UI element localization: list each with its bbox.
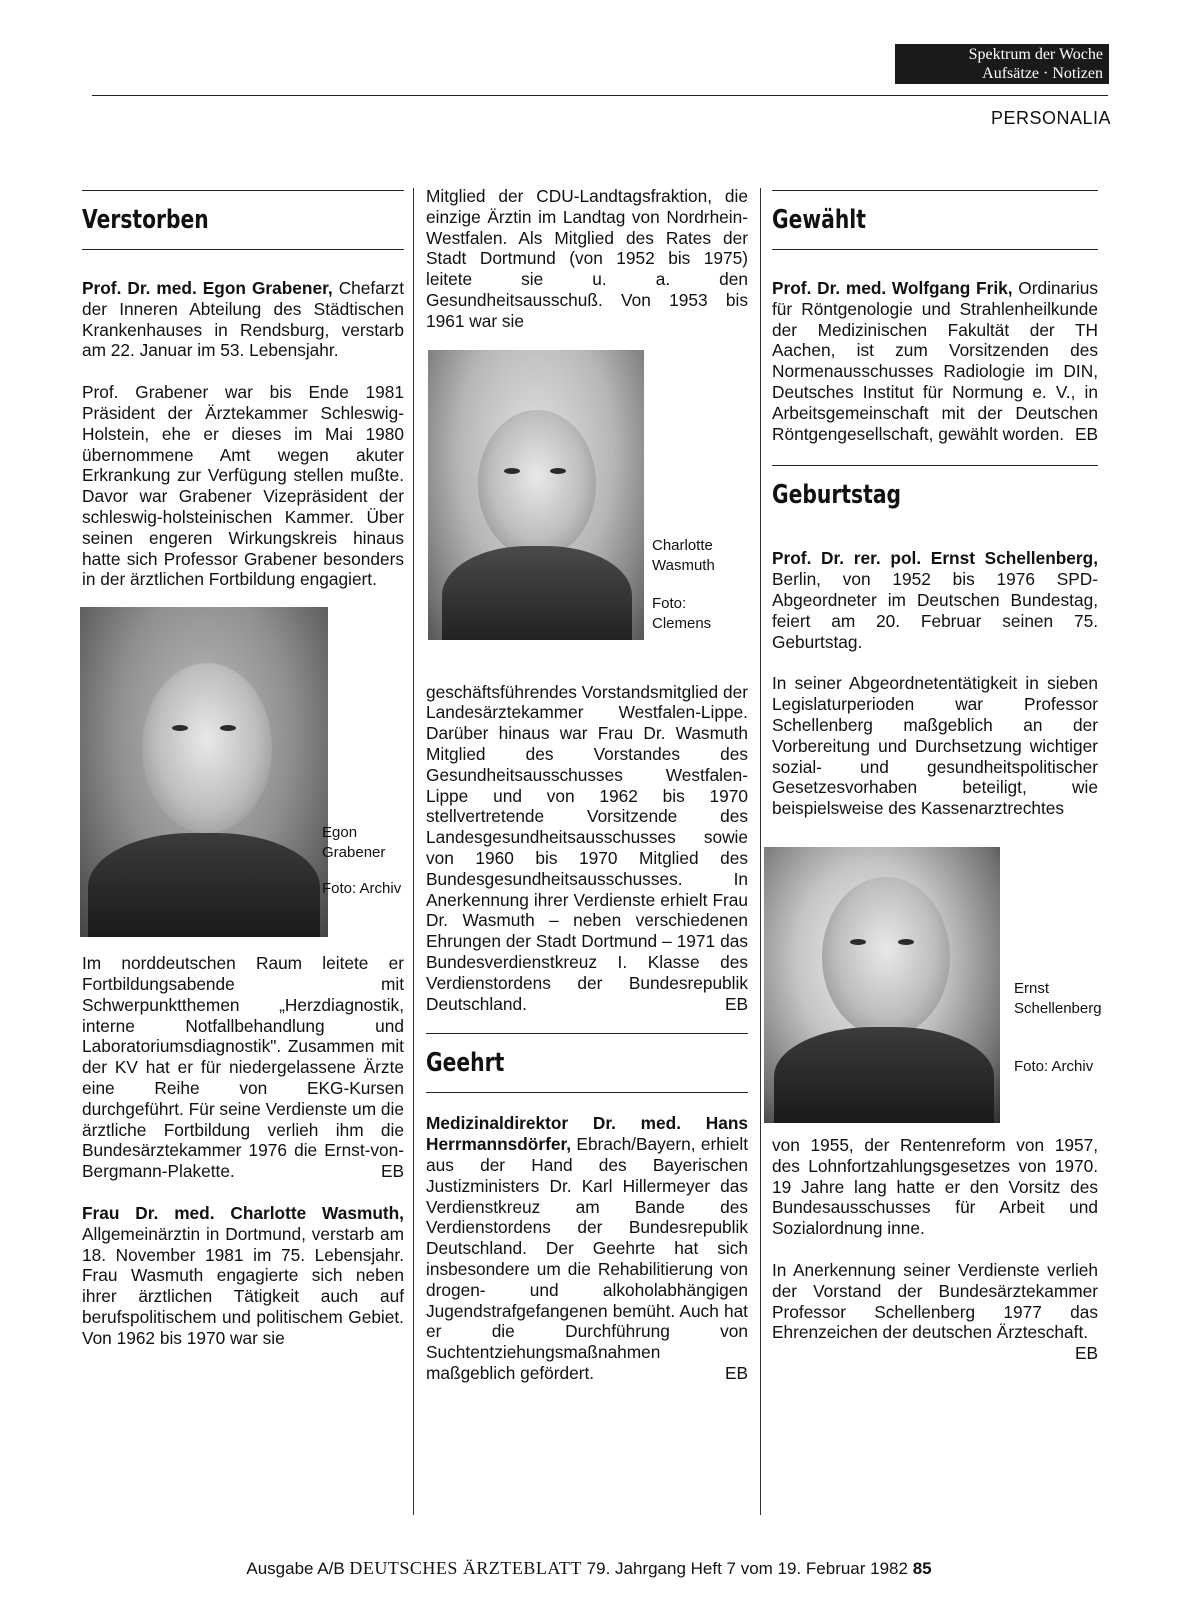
person-name: Prof. Dr. med. Egon Grabener, (82, 278, 333, 298)
heading-rule (82, 190, 404, 191)
author-sign: EB (724, 1362, 748, 1383)
author-sign: EB (380, 1161, 404, 1182)
heading-geburtstag: Geburtstag (772, 480, 902, 511)
author-sign: EB (1074, 423, 1098, 444)
photo-caption-name: Ernst Schellenberg (1014, 979, 1102, 1017)
portrait-photo-wasmuth (428, 350, 644, 640)
photo-block (82, 607, 404, 943)
paragraph (772, 278, 1098, 444)
badge-line-2: Aufsätze · Notizen (982, 65, 1103, 82)
column-2 (426, 186, 748, 1384)
paragraph-text: In Anerkennung seiner Verdienste verlieh der Vorstand der Bundesärztekammer Professor Schellenberg 1977 das Ehrenzeichen der deutschen Ärzteschaft. (772, 1259, 1098, 1343)
portrait-photo-grabener (80, 607, 328, 937)
page-footer (0, 1558, 1178, 1579)
heading-gewaehlt: Gewählt (772, 205, 866, 235)
paragraph: In seiner Abgeordnetentätigkeit in sieben Legislaturperioden war Professor Schellenberg maßgeblich an der Vorbereitung und Durchsetzung wichtiger sozial- und gesundheitspolitischer Gesetzesvorhaben beteiligt, wie beispielsweise des Kassenarztrechtes (772, 673, 1098, 819)
heading-rule (772, 190, 1098, 191)
heading-rule (82, 249, 404, 250)
paragraph-text: Allgemeinärztin in Dortmund, verstarb am 18. November 1981 im 75. Lebensjahr. Frau Wasmuth engagierte sich neben ihrer ärztlichen Tätigkeit auch auf berufspolitischem und politischem Gebiet. Von 1962 bis 1970 war sie (82, 1223, 404, 1348)
photo-caption-credit: Foto: Clemens (652, 594, 712, 632)
footer-edition: Ausgabe A/B (246, 1559, 345, 1578)
heading-geehrt: Geehrt (426, 1048, 505, 1079)
paragraph: Mitglied der CDU-Landtagsfraktion, die einzige Ärztin im Landtag von Nordrhein-Westfalen. Als Mitglied des Rates der Stadt Dortmund (von 1952 bis 1975) leitete sie u. a. den Gesundheitsausschuß. Von 1953 bis 1961 war sie (426, 186, 748, 331)
paragraph-text: Berlin, von 1952 bis 1976 SPD-Abgeordneter im Deutschen Bundestag, feiert am 20. Februar seinen 75. Geburtstag. (772, 569, 1098, 652)
paragraph-text: Chefarzt der Inneren Abteilung des Städtischen Krankenhauses in Rendsburg, verstarb am 22. Januar im 53. Lebensjahr. (82, 278, 404, 361)
person-name: Medizinaldirektor Dr. med. Hans Herrmannsdörfer, (426, 1113, 748, 1155)
author-sign: EB (724, 993, 748, 1014)
column-3 (772, 190, 1102, 1364)
paragraph (426, 682, 748, 1015)
heading-rule (772, 249, 1098, 250)
paragraph (82, 953, 404, 1182)
portrait-photo-schellenberg (764, 847, 1000, 1123)
photo-caption-name: Egon Grabener (322, 824, 386, 862)
author-sign: EB (1074, 1343, 1098, 1364)
paragraph-text: geschäftsführendes Vorstandsmitglied der Landesärztekammer Westfalen-Lippe. Darüber hinaus war Frau Dr. Wasmuth Mitglied des Vorstandes des Gesundheitsausschusses Westfalen-Lippe und von 1962 bis 1970 stellvertretende Vorsitzende des Landesgesundheitsausschusses sowie von 1960 bis 1970 Mitglied des Bundesgesundheitsausschusses. In Anerkennung ihrer Verdienste erhielt Frau Dr. Wasmuth – neben verschiedenen Ehrungen der Stadt Dortmund – 1971 das Bundesverdienstkreuz I. Klasse des Verdienstordens der Bundesrepublik Deutschland. (426, 681, 748, 1014)
photo-block (426, 350, 748, 670)
paragraph: Prof. Grabener war bis Ende 1981 Präsident der Ärztekammer Schleswig-Holstein, ehe er dieses im Mai 1980 übernommene Amt wegen akuter Erkrankung zur Verfügung stellen mußte. Davor war Grabener Vizepräsident der schleswig-holsteinischen Kammer. Über seinen engeren Wirkungskreis hinaus hatte sich Professor Grabener besonders in der ärztlichen Fortbildung engagiert. (82, 382, 404, 590)
paragraph-text: Ebrach/Bayern, erhielt aus der Hand des Bayerischen Justizministers Dr. Karl Hillermeyer das Verdienstkreuz am Bande des Verdienstordens der Bundesrepublik Deutschland. Der Geehrte hat sich insbesondere um die Rehabilitierung von drogen- und alkoholabhängigen Jugendstrafgefangenen bemüht. Auch hat er die Durchführung von Suchtentziehungsmaßnahmen maßgeblich gefördert. (426, 1134, 748, 1383)
section-title: PERSONALIA (990, 108, 1111, 128)
footer-issue: 79. Jahrgang Heft 7 vom 19. Februar 1982 (586, 1559, 908, 1578)
person-name: Prof. Dr. rer. pol. Ernst Schellenberg, (772, 548, 1098, 569)
paragraph: von 1955, der Rentenreform von 1957, des Lohnfortzahlungsgesetzes von 1970. 19 Jahre lang hatte er den Vorsitz des Bundesausschusses für Arbeit und Sozialordnung inne. (772, 1134, 1098, 1239)
section-badge (895, 44, 1109, 84)
paragraph (426, 1113, 748, 1383)
column-1 (82, 190, 404, 1349)
heading-rule (426, 1092, 748, 1093)
person-name: Prof. Dr. med. Wolfgang Frik, (772, 278, 1013, 298)
paragraph-text: Ordinarius für Röntgenologie und Strahlenheilkunde der Medizinischen Fakultät der TH Aachen, ist zum Vorsitzenden des Normenausschusses Radiologie im DIN, Deutsches Institut für Normung e. V., in Arbeitsgemeinschaft mit der Deutschen Röntgengesellschaft, gewählt worden. (772, 278, 1098, 444)
badge-line-1: Spektrum der Woche (968, 46, 1103, 63)
column-divider (760, 188, 761, 1515)
person-name: Frau Dr. med. Charlotte Wasmuth, (82, 1202, 404, 1223)
page-number: 85 (912, 1559, 932, 1578)
footer-magazine: DEUTSCHES ÄRZTEBLATT (349, 1558, 582, 1578)
photo-caption-credit: Foto: Archiv (322, 880, 402, 898)
paragraph-text: Im norddeutschen Raum leitete er Fortbildungsabende mit Schwerpunktthemen „Herzdiagnostik, interne Notfallbehandlung und Laboratoriumsdiagnostik". Zusammen mit der KV hat er für niedergelassene Ärzte eine Reihe von EKG-Kursen durchgeführt. Für seine Verdienste um die ärztliche Fortbildung verlieh ihm die Bundesärztekammer 1976 die Ernst-von-Bergmann-Plakette. (82, 953, 404, 1182)
paragraph (82, 278, 404, 361)
heading-rule (772, 465, 1098, 466)
photo-caption-credit: Foto: Archiv (1014, 1057, 1094, 1075)
header-rule (92, 95, 1108, 96)
paragraph (772, 548, 1098, 652)
photo-caption-name: Charlotte Wasmuth (652, 536, 715, 574)
paragraph (82, 1203, 404, 1349)
photo-block (772, 847, 1102, 1127)
heading-rule (426, 1033, 748, 1034)
paragraph (772, 1259, 1098, 1364)
column-divider (413, 188, 414, 1515)
heading-verstorben: Verstorben (82, 205, 209, 235)
